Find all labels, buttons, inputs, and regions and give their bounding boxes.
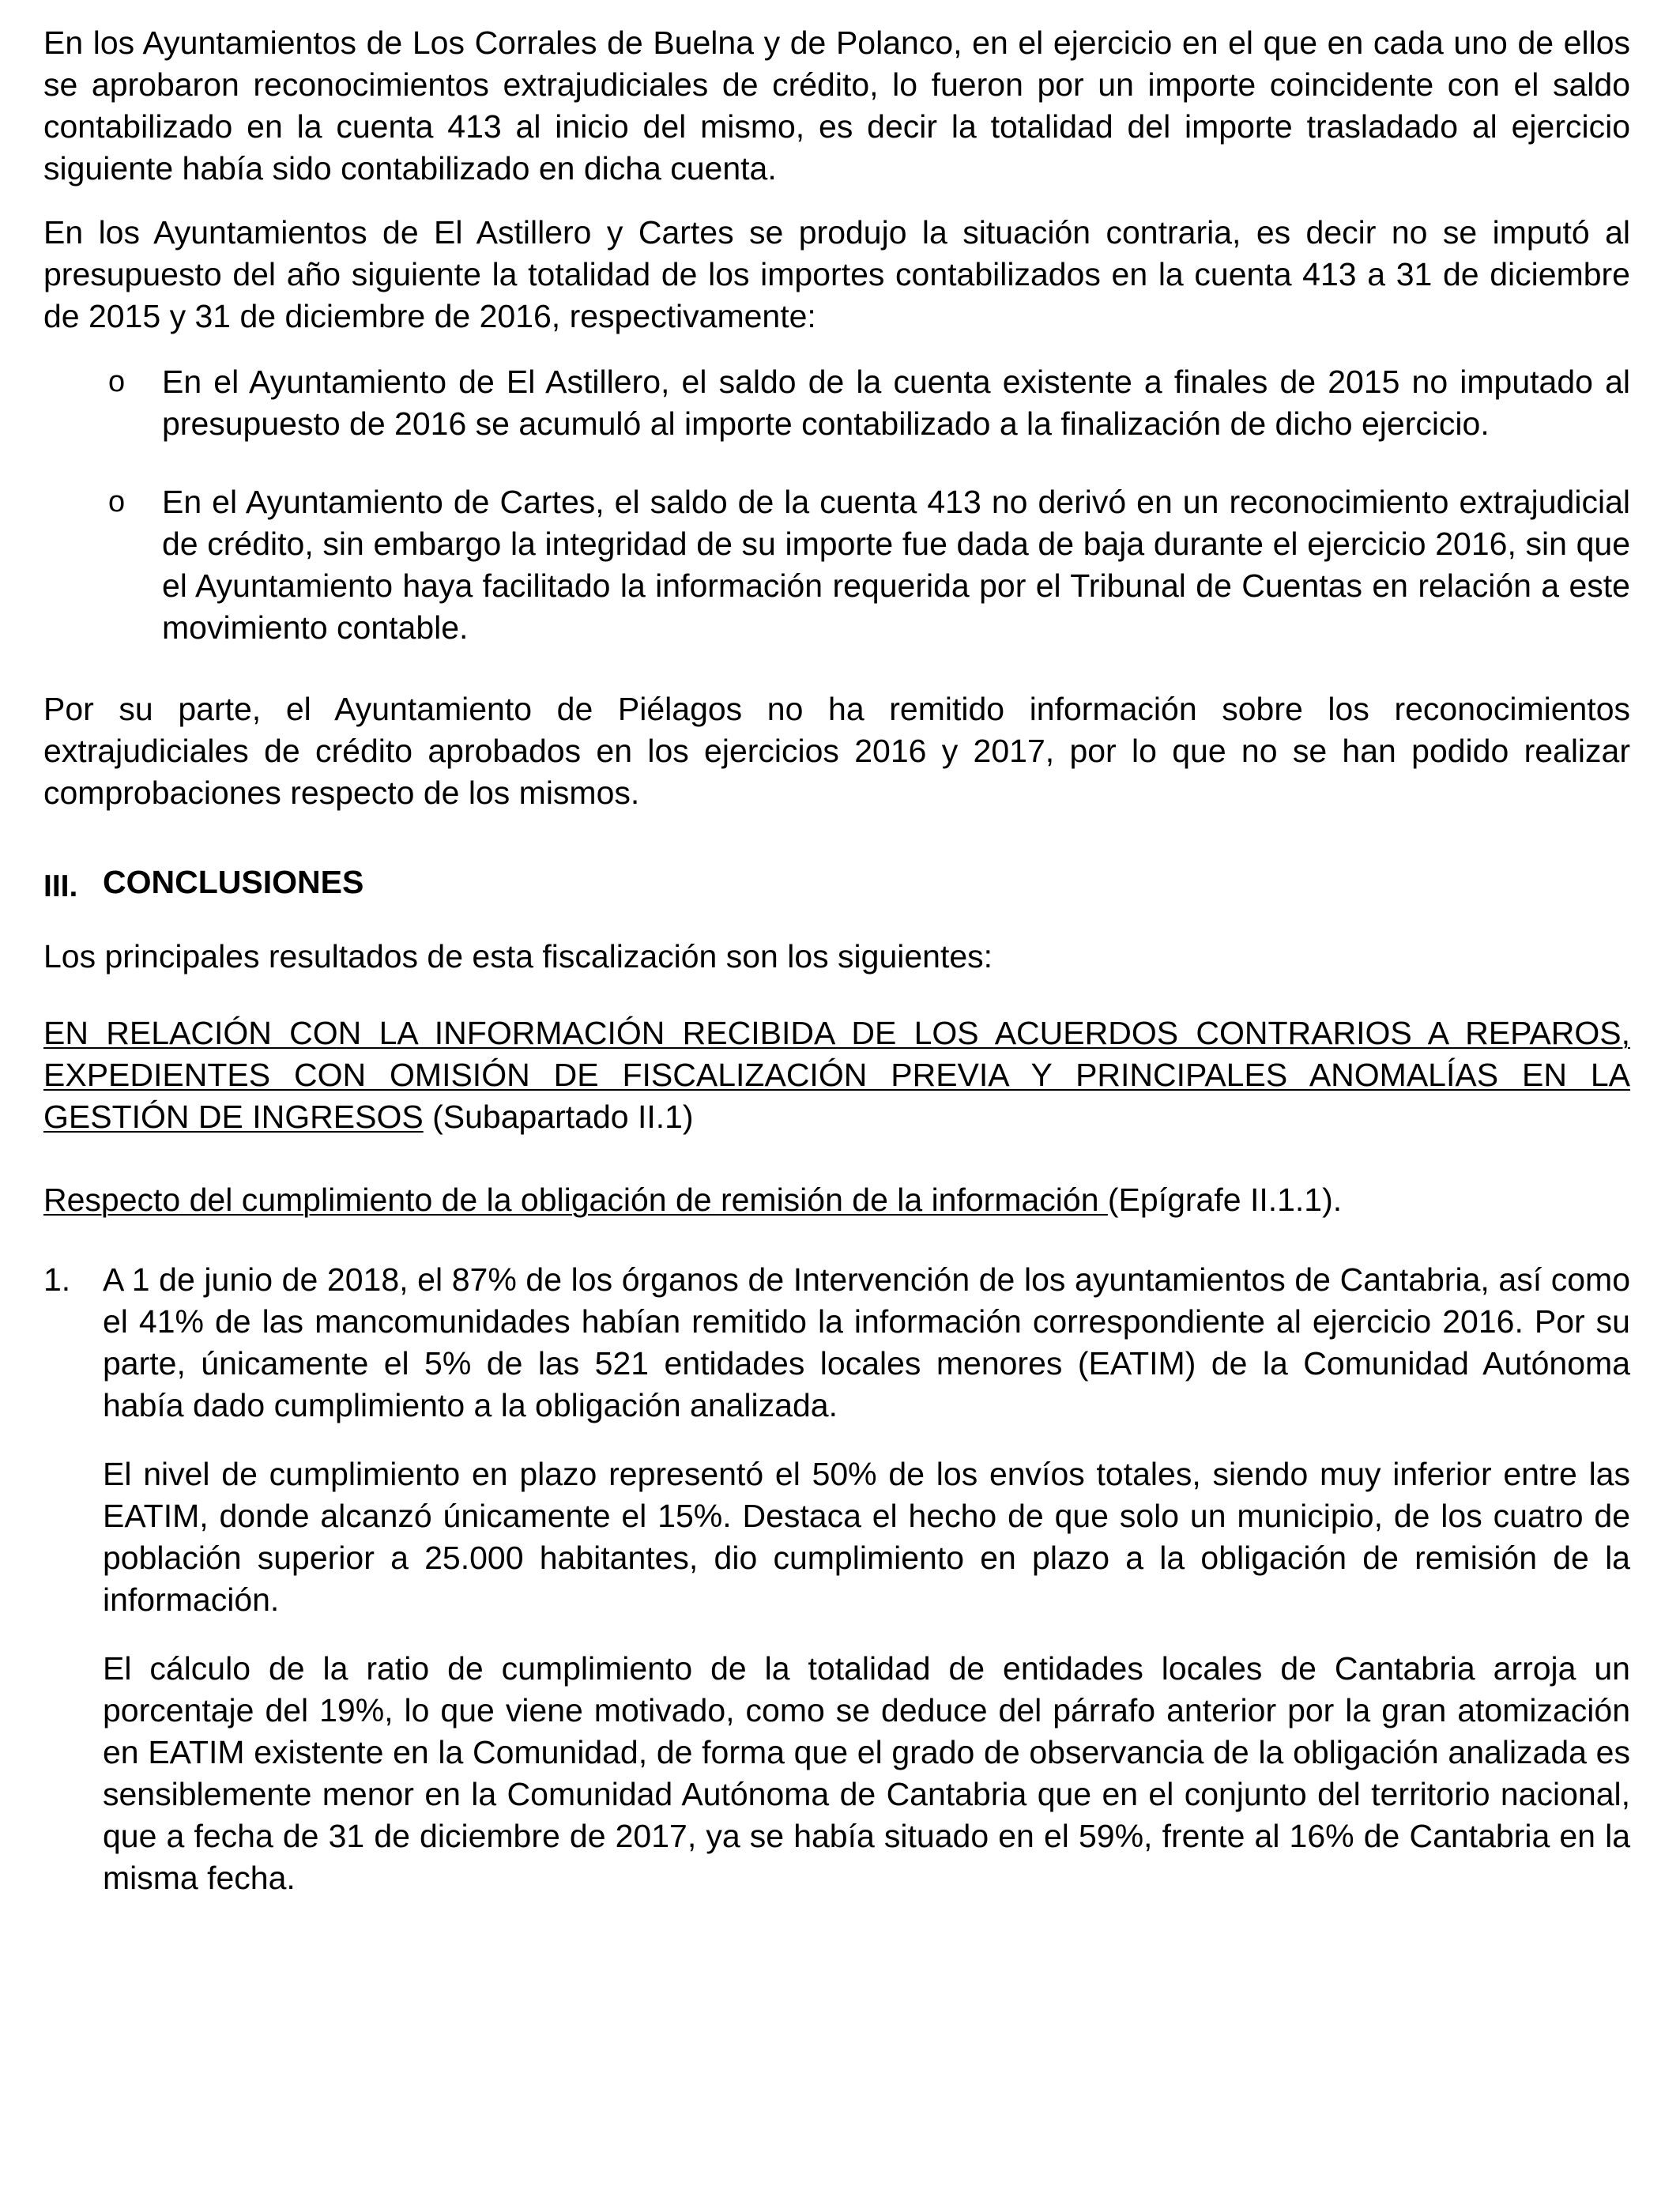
epigraph-heading — [43, 1179, 1630, 1221]
subsection-title: EN RELACIÓN CON LA INFORMACIÓN RECIBIDA DE LOS ACUERDOS CONTRARIOS A REPAROS, EXPEDIENTES CON OMISIÓN DE FISCALIZACIÓN PREVIA Y PRINCIPALES ANOMALÍAS EN LA GESTIÓN DE INGRESOS — [43, 1015, 1630, 1135]
paragraph-corrales-polanco: En los Ayuntamientos de Los Corrales de Buelna y de Polanco, en el ejercicio en el que en cada uno de ellos se aprobaron reconocimientos extrajudiciales de crédito, lo fueron por un importe coincidente con el saldo contabilizado en la cuenta 413 al inicio del mismo, es decir la totalidad del importe trasladado al ejercicio siguiente había sido contabilizado en dicha cuenta. — [43, 25, 1630, 187]
bullet-marker: o — [108, 485, 126, 518]
subsection-ref: (Subapartado II.1) — [423, 1099, 694, 1135]
bullet-item — [43, 481, 1630, 649]
epigraph-title: Respecto del cumplimiento de la obligación de remisión de la información — [43, 1182, 1108, 1218]
epigraph-ref: (Epígrafe II.1.1). — [1107, 1182, 1343, 1218]
document-page — [43, 22, 1630, 1926]
paragraph-astillero-cartes: En los Ayuntamientos de El Astillero y Cartes se produjo la situación contraria, es decir no se imputó al presupuesto del año siguiente la totalidad de los importes contabilizados en la cuenta 413 a 31 de diciembre de 2015 y 31 de diciembre de 2016, respectivamente: — [43, 214, 1630, 334]
bullet-text-cartes: En el Ayuntamiento de Cartes, el saldo de la cuenta 413 no derivó en un reconocimiento extrajudicial de crédito, sin embargo la integridad de su importe fue dada de baja durante el ejercicio 2016, sin que el Ayuntamiento haya facilitado la información requerida por el Tribunal de Cuentas en relación a este movimiento contable. — [162, 484, 1630, 646]
item-number: 1. — [43, 1261, 71, 1298]
paragraph-pielagos: Por su parte, el Ayuntamiento de Piélagos no ha remitido información sobre los reconocimientos extrajudiciales de crédito aprobados en los ejercicios 2016 y 2017, por lo que no se han podido realizar comprobaciones respecto de los mismos. — [43, 691, 1630, 811]
section-title: CONCLUSIONES — [103, 864, 364, 900]
bullet-item — [43, 361, 1630, 445]
item-paragraph: El cálculo de la ratio de cumplimiento de la totalidad de entidades locales de Cantabria arroja un porcentaje del 19%, lo que viene motivado, como se deduce del párrafo anterior por la gran atomización en EATIM existente en la Comunidad, de forma que el grado de observancia de la obligación analizada es sensiblemente menor en la Comunidad Autónoma de Cantabria que en el conjunto del territorio nacional, que a fecha de 31 de diciembre de 2017, ya se había situado en el 59%, frente al 16% de Cantabria en la misma fecha. — [103, 1650, 1630, 1896]
item-paragraph: A 1 de junio de 2018, el 87% de los órganos de Intervención de los ayuntamientos de Cantabria, así como el 41% de las mancomunidades habían remitido la información correspondiente al ejercicio 2016. Por su parte, únicamente el 5% de las 521 entidades locales menores (EATIM) de la Comunidad Autónoma había dado cumplimiento a la obligación analizada. — [103, 1261, 1630, 1423]
subsection-heading — [43, 1012, 1630, 1138]
section-number: III. — [43, 869, 78, 903]
numbered-item — [43, 1259, 1630, 1899]
item-paragraph: El nivel de cumplimiento en plazo representó el 50% de los envíos totales, siendo muy inferior entre las EATIM, donde alcanzó únicamente el 15%. Destaca el hecho de que solo un municipio, de los cuatro de población superior a 25.000 habitantes, dio cumplimiento en plazo a la obligación de remisión de la información. — [103, 1456, 1630, 1618]
intro-paragraph: Los principales resultados de esta fiscalización son los siguientes: — [43, 938, 993, 974]
bullet-text-astillero: En el Ayuntamiento de El Astillero, el saldo de la cuenta existente a finales de 2015 no imputado al presupuesto de 2016 se acumuló al importe contabilizado a la finalización de dicho ejercicio. — [162, 364, 1630, 442]
section-heading — [43, 861, 1630, 904]
bullet-marker: o — [108, 365, 126, 398]
